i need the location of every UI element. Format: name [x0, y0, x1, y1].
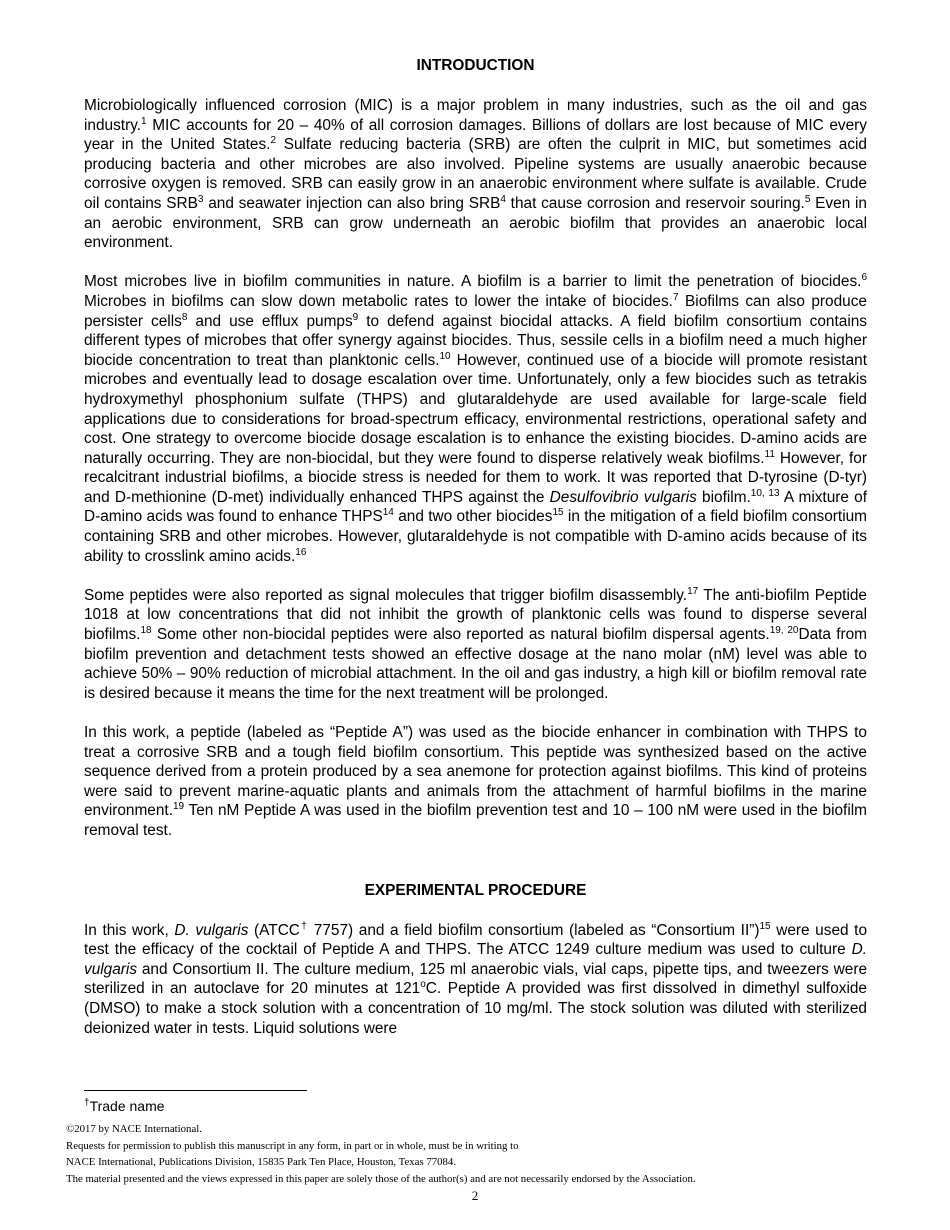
citation-superscript: 2	[270, 135, 277, 147]
italic-term: Desulfovibrio vulgaris	[549, 488, 697, 506]
text-run: Some peptides were also reported as signal molecules that trigger biofilm disassembly.	[84, 586, 688, 604]
text-run: The anti-biofilm Peptide 1018 at low concentrations that did not inhibit the growth of planktonic cells was found to disperse several biofilms.	[84, 586, 867, 644]
citation-superscript: 7	[672, 291, 679, 303]
text-run: MIC accounts for 20 – 40% of all corrosion damages. Billions of dollars are lost because of MIC every year in the United States.	[84, 116, 867, 154]
text-run: A mixture of D-amino acids was found to enhance THPS	[84, 488, 867, 526]
text-run: Even in an aerobic environment, SRB can grow underneath an aerobic biofilm that provides an anaerobic local environment.	[84, 194, 867, 252]
text-run: and two other biocides	[393, 508, 553, 526]
page-number: 2	[471, 1188, 479, 1203]
text-run: Ten nM Peptide A was used in the biofilm prevention test and 10 – 100 nM were used in the biofilm removal test.	[84, 802, 867, 839]
citation-superscript: 9	[352, 311, 359, 323]
text-run: However, continued use of a biocide will promote resistant microbes and eventually lead to dosage escalation over time. Unfortunately, only a few biocides such as tetrakis hydroxymethyl phosphonium sulfate (THPS) and glutaraldehyde are used available for large-scale field applications due to considerations for broad-spectrum efficacy, environmental restrictions, operational safety and cost. One strategy to overcome biocide dosage escalation is to enhance the existing biocides. D-amino acids are naturally occurring. They are non-biocidal, but they were found to disperse relatively weak biofilms.	[84, 351, 867, 467]
citation-superscript: 19	[172, 801, 185, 813]
citation-superscript: 15	[759, 920, 771, 932]
text-run: Most microbes live in biofilm communities in nature. A biofilm is a barrier to limit the penetration of biocides.	[84, 273, 862, 291]
footnote-mark: †	[84, 1097, 90, 1109]
paper-body	[84, 56, 867, 1038]
experimental-paragraph-1	[84, 921, 867, 1039]
citation-superscript: o	[420, 979, 426, 991]
citation-superscript: 8	[181, 311, 188, 323]
footnote	[84, 1098, 165, 1114]
intro-paragraph-3	[84, 586, 867, 704]
text-run: and seawater injection can also bring SRB	[203, 194, 501, 212]
intro-paragraph-2	[84, 272, 867, 566]
text-run: and use efflux pumps	[187, 312, 353, 330]
text-run: in the mitigation of a field biofilm consortium containing SRB and other microbes. However, glutaraldehyde is not compatible with D-amino acids because of its ability to crosslink amino acids.	[84, 508, 867, 565]
experimental-heading: EXPERIMENTAL PROCEDURE	[364, 881, 587, 899]
copyright-line: ©2017 by NACE International.	[66, 1123, 202, 1135]
citation-superscript: 16	[295, 546, 307, 558]
text-run: Biofilms can also produce persister cells	[84, 292, 867, 330]
text-run: to defend against biocidal attacks. A field biofilm consortium contains different types of microbes that offer synergy against biocides. Thus, sessile cells in a biofilm need a much higher biocide concentration to treat than planktonic cells.	[84, 312, 867, 369]
address-line: NACE International, Publications Division, 15835 Park Ten Place, Houston, Texas 77084.	[66, 1156, 457, 1169]
disclaimer-line: The material presented and the views expressed in this paper are solely those of the author(s) and are not necessarily endorsed by the Association.	[66, 1172, 696, 1185]
text-run: (ATCC	[248, 921, 300, 939]
permission-line: Requests for permission to publish this manuscript in any form, in part or in whole, must be in writing to	[66, 1139, 519, 1152]
citation-superscript: 15	[552, 507, 564, 519]
citation-superscript: 10	[439, 350, 451, 362]
intro-paragraph-4	[84, 723, 867, 841]
citation-superscript: 19, 20	[769, 624, 799, 636]
text-run: Some other non-biocidal peptides were also reported as natural biofilm dispersal agents.	[151, 626, 770, 644]
citation-superscript: 11	[764, 448, 775, 460]
text-run: Microbiologically influenced corrosion (MIC) is a major problem in many industries, such as the oil and gas industry.	[84, 97, 867, 134]
text-run: that cause corrosion and reservoir souring.	[505, 194, 805, 212]
citation-superscript: 5	[804, 193, 811, 205]
text-run: However, for recalcitrant industrial biofilms, a biocide stress is needed for them to work. It was reported that D-tyrosine (D-tyr) and D-methionine (D-met) individually enhanced THPS against the	[84, 449, 867, 506]
citation-superscript: 18	[140, 624, 152, 636]
footnote-text: Trade name	[89, 1098, 165, 1114]
text-run: Microbes in biofilms can slow down metabolic rates to lower the intake of biocides.	[84, 292, 673, 310]
text-run: 7757) and a field biofilm consortium (labeled as “Consortium II”)	[308, 921, 760, 939]
citation-superscript: 10, 13	[750, 487, 780, 499]
citation-superscript: 6	[861, 272, 867, 284]
text-run: Data from biofilm prevention and detachment tests showed an effective dosage at the nano molar (nM) level was able to achieve 50% – 90% reduction of microbial attachment. In the oil and gas industry, a high kill or biofilm removal rate is desired because it means the time for the next treatment will be prolonged.	[84, 626, 867, 702]
text-run: C. Peptide A provided was first dissolved in dimethyl sulfoxide (DMSO) to make a stock solution with a concentration of 10 mg/ml. The stock solution was diluted with sterilized deionized water in tests. Liquid solutions were	[84, 980, 867, 1037]
text-run: In this work, a peptide (labeled as “Peptide A”) was used as the biocide enhancer in combination with THPS to treat a corrosive SRB and a tough field biofilm consortium. This peptide was synthesized based on the active sequence derived from a protein produced by a sea anemone for protection against biofilms. This kind of proteins were said to prevent marine-aquatic plants and animals from the attachment of harmful biofilms in the marine environment.	[84, 724, 867, 820]
intro-paragraph-1	[84, 96, 867, 253]
citation-superscript: †	[299, 920, 309, 932]
citation-superscript: 14	[382, 507, 394, 519]
text-run: biofilm.	[696, 488, 751, 506]
footnote-divider	[84, 1090, 307, 1091]
citation-superscript: 1	[141, 115, 147, 127]
citation-superscript: 3	[197, 193, 204, 205]
citation-superscript: 17	[687, 585, 699, 597]
text-run: Sulfate reducing bacteria (SRB) are often the culprit in MIC, but sometimes acid producing bacteria and other microbes are also involved. Pipeline systems are usually anaerobic because corrosive oxygen is removed. SRB can easily grow in an anaerobic environment where sulfate is available. Crude oil contains SRB	[84, 136, 867, 212]
citation-superscript: 4	[500, 193, 506, 205]
italic-term: D. vulgaris	[174, 921, 249, 939]
introduction-heading: INTRODUCTION	[416, 57, 535, 74]
text-run: were used to test the efficacy of the cocktail of Peptide A and THPS. The ATCC 1249 culture medium was used to culture	[84, 921, 868, 959]
text-run: and Consortium II. The culture medium, 125 ml anaerobic vials, vial caps, pipette tips, and tweezers were sterilized in an autoclave for 20 minutes at 121	[84, 960, 867, 998]
text-run: In this work,	[84, 921, 175, 939]
legal-notice	[66, 1121, 696, 1187]
italic-term: D. vulgaris	[84, 941, 867, 978]
